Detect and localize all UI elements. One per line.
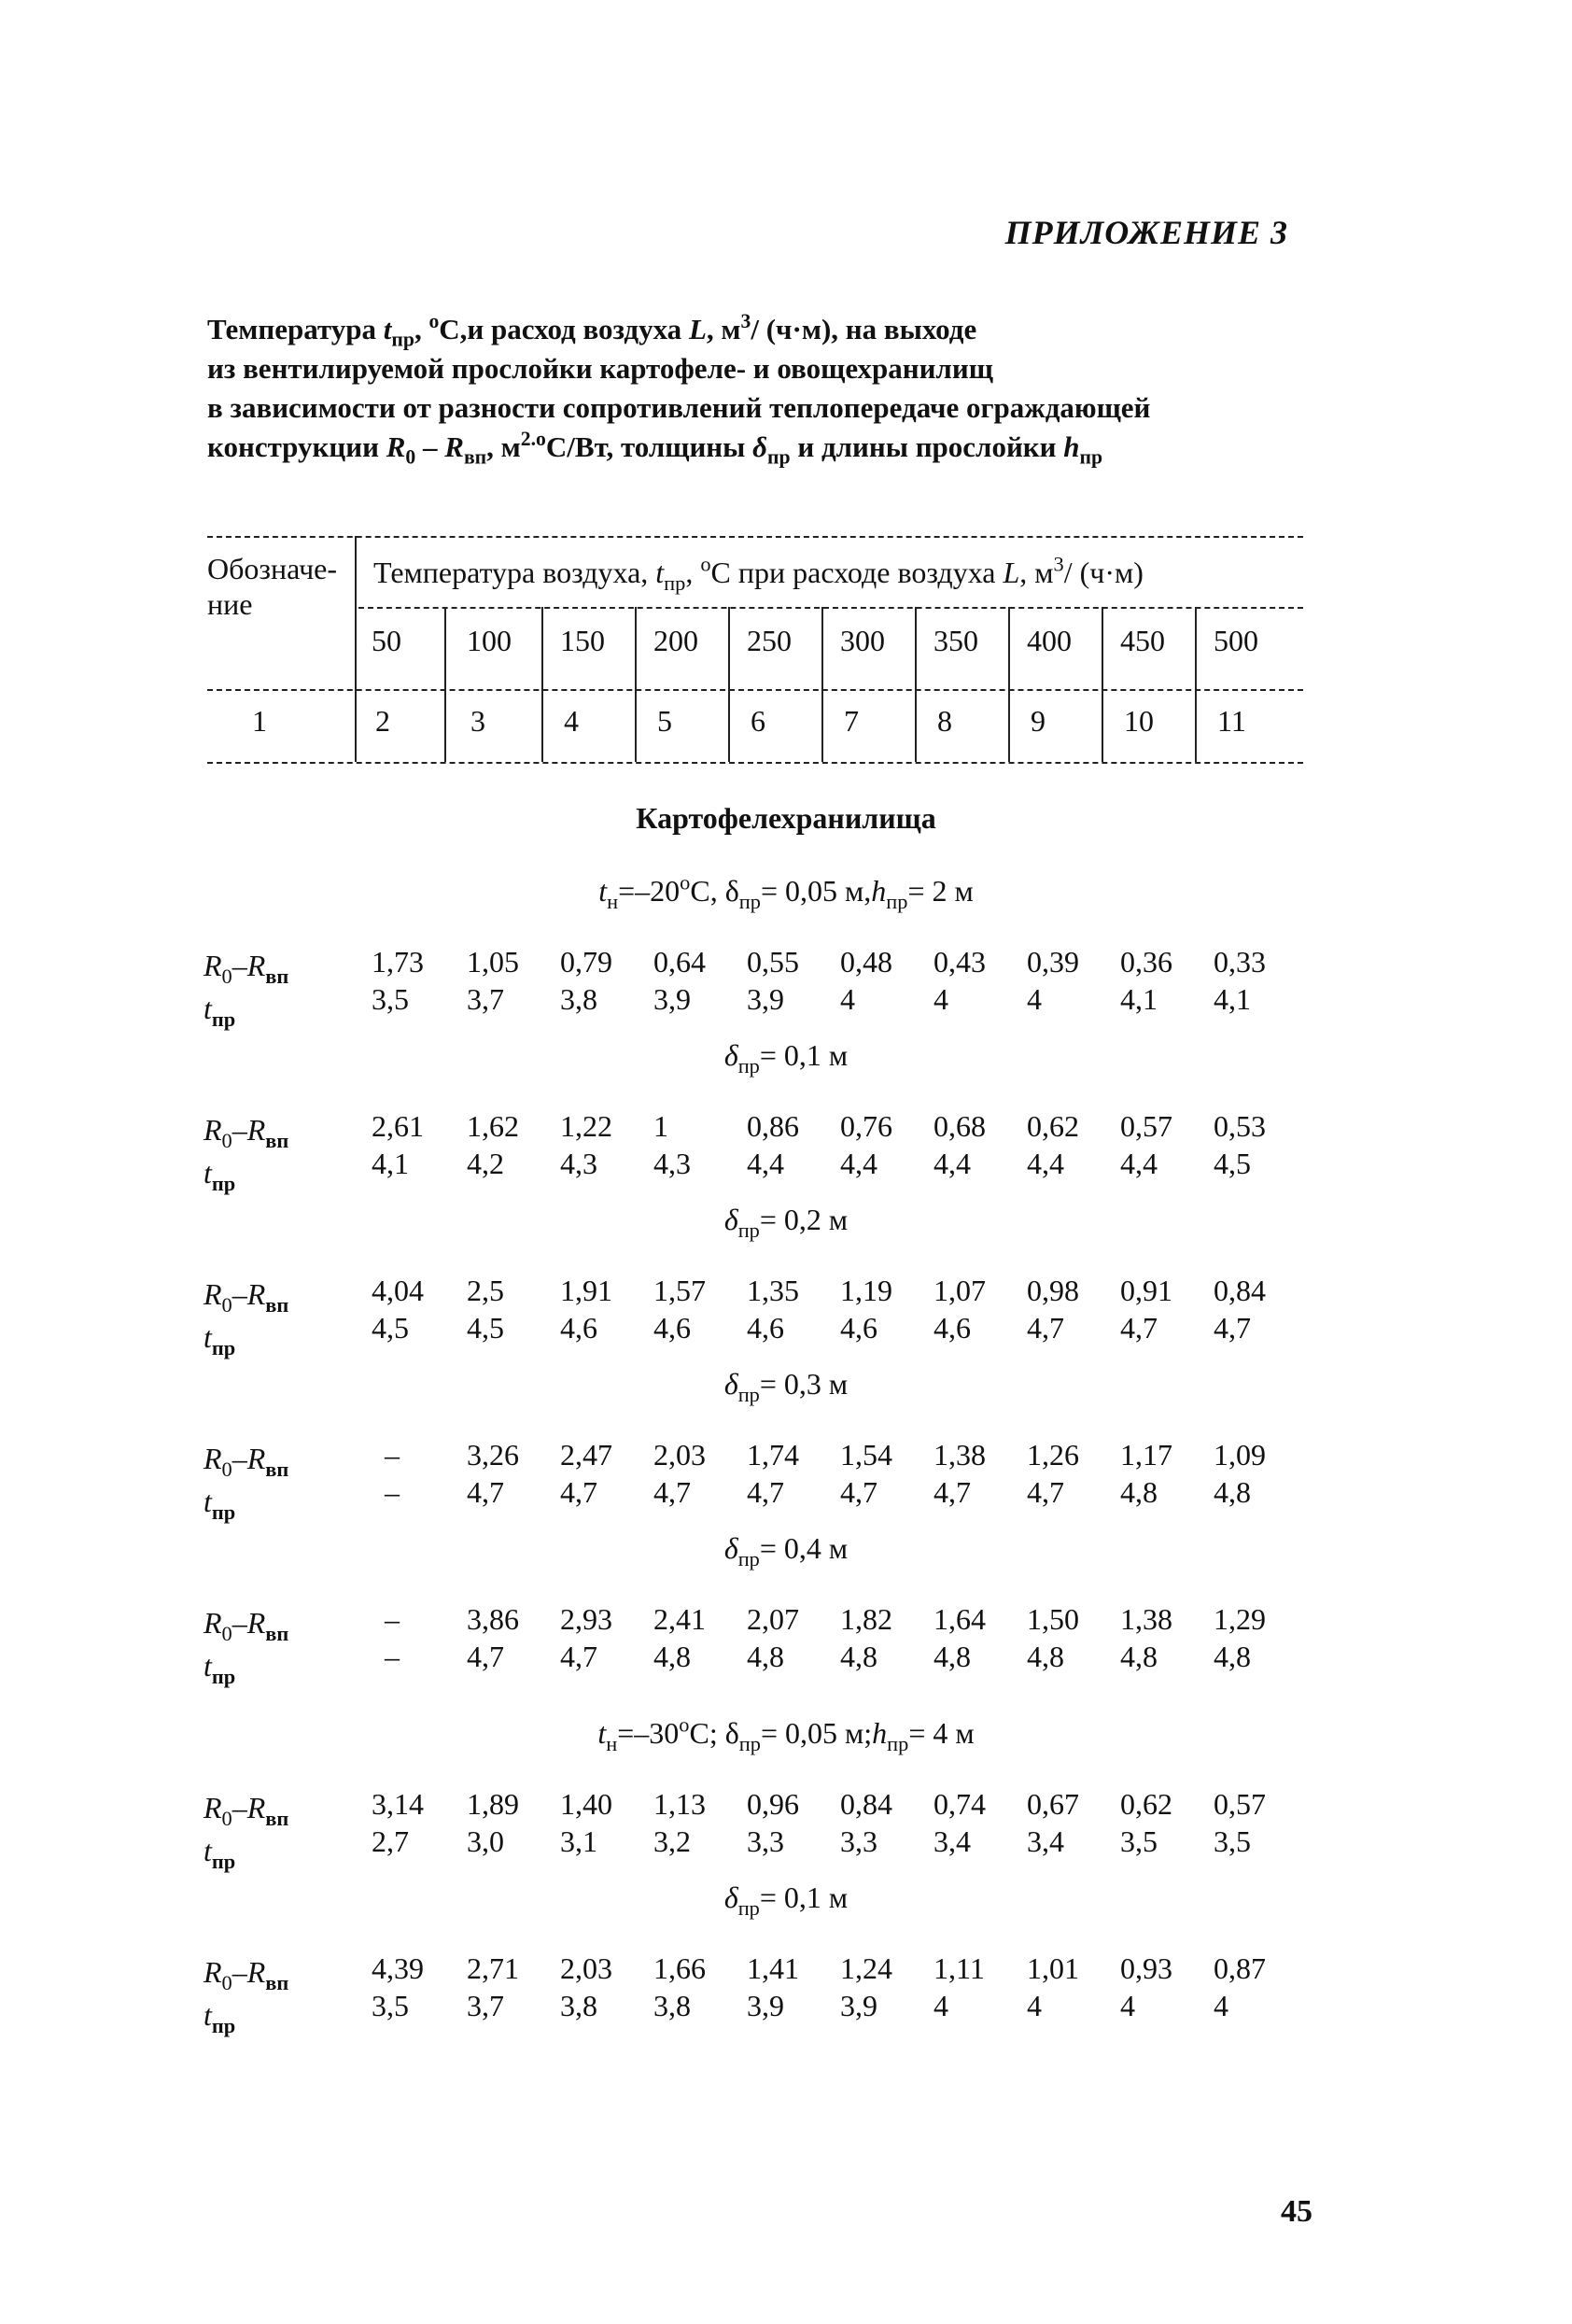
- resistance-value: –: [385, 1602, 400, 1636]
- flow-rate-label: 350: [933, 624, 978, 657]
- temperature-value: 3,5: [1214, 1824, 1251, 1858]
- table-bottom-rule: [207, 762, 1303, 764]
- temperature-value: 4,7: [467, 1640, 504, 1673]
- resistance-value: 1,82: [840, 1602, 892, 1636]
- temperature-value: 3,5: [372, 982, 409, 1016]
- resistance-value: 1,91: [560, 1274, 612, 1307]
- resistance-value: 0,62: [1027, 1109, 1079, 1143]
- condition-heading: $\delta_{пр}= 0,1$ м: [723, 1880, 849, 1920]
- temperature-value: 4,7: [933, 1475, 971, 1509]
- flow-column-divider: [541, 607, 543, 762]
- temperature-value: 4,3: [653, 1147, 691, 1180]
- temperature-value: 2,7: [372, 1824, 409, 1858]
- resistance-value: 4,04: [372, 1274, 424, 1307]
- resistance-value: 1,40: [560, 1787, 612, 1821]
- column-number: 10: [1124, 704, 1154, 738]
- flow-rate-label: 200: [653, 624, 698, 657]
- temperature-value: 4,1: [1214, 982, 1251, 1016]
- row-label-r: $R_0-R_{вп}$: [204, 1791, 289, 1830]
- row-label-t: $t_{пр}$: [204, 1320, 236, 1359]
- flow-rate-label: 100: [467, 624, 512, 657]
- temperature-value: 4: [1120, 1989, 1135, 2022]
- resistance-value: 0,33: [1214, 945, 1266, 979]
- temperature-value: 4: [933, 982, 948, 1016]
- table-caption: Температура $t_{пр}$, $^o$С,и расход воздуха L, $м^3/$ (ч·м), на выходе из вентилируемой прослойки картофеле- и овощехранилищ в зависимости от разности сопротивлений теплопередаче ограждающей конструкции $R_0 - R_{вп}$, $м^{2.o}С/Вт$, толщины $\delta_{пр}$ и длины прослойки $h_{пр}$: [207, 310, 1151, 469]
- temperature-value: 3,3: [840, 1824, 877, 1858]
- flow-rule: [358, 607, 1303, 609]
- row-label-t: $t_{пр}$: [204, 1649, 236, 1688]
- resistance-value: 1,01: [1027, 1951, 1079, 1985]
- temperature-value: 4,6: [933, 1311, 971, 1345]
- resistance-value: 1,17: [1120, 1438, 1172, 1472]
- condition-heading: $\delta_{пр}= 0,1$ м: [723, 1038, 849, 1077]
- row-label-r: $R_0-R_{вп}$: [204, 1113, 289, 1152]
- resistance-value: 1,41: [747, 1951, 799, 1985]
- row-label-r: $R_0-R_{вп}$: [204, 949, 289, 988]
- resistance-value: 0,57: [1120, 1109, 1172, 1143]
- row-label-r: $R_0-R_{вп}$: [204, 1442, 289, 1481]
- resistance-value: 0,68: [933, 1109, 986, 1143]
- temperature-value: 4: [1027, 1989, 1042, 2022]
- temperature-value: 4,8: [653, 1640, 691, 1673]
- resistance-value: 1,66: [653, 1951, 706, 1985]
- flow-rate-label: 300: [840, 624, 885, 657]
- resistance-value: 1,89: [467, 1787, 519, 1821]
- temperature-value: 4,8: [1027, 1640, 1064, 1673]
- resistance-value: 3,26: [467, 1438, 519, 1472]
- resistance-value: 0,48: [840, 945, 892, 979]
- column-number: 6: [751, 704, 765, 738]
- resistance-value: 0,64: [653, 945, 706, 979]
- resistance-value: 0,62: [1120, 1787, 1172, 1821]
- resistance-value: 1,64: [933, 1602, 986, 1636]
- column-number: 3: [470, 704, 485, 738]
- column-number: 7: [844, 704, 859, 738]
- page-number: 45: [1281, 2194, 1312, 2229]
- resistance-value: 1,57: [653, 1274, 706, 1307]
- temperature-value: 3,4: [1027, 1824, 1064, 1858]
- row-label-r: $R_0-R_{вп}$: [204, 1606, 289, 1645]
- temperature-value: 4,3: [560, 1147, 597, 1180]
- table-top-rule: [207, 536, 1303, 538]
- resistance-value: 0,93: [1120, 1951, 1172, 1985]
- temperature-value: 4,4: [1027, 1147, 1064, 1180]
- temperature-value: 4: [933, 1989, 948, 2022]
- resistance-value: 0,84: [840, 1787, 892, 1821]
- column-number: 11: [1217, 704, 1246, 738]
- condition-heading: $\delta_{пр}= 0,2$ м: [723, 1203, 849, 1242]
- temperature-value: 3,9: [653, 982, 691, 1016]
- resistance-value: 1,19: [840, 1274, 892, 1307]
- temperature-value: 4,8: [1214, 1475, 1251, 1509]
- resistance-value: 1,24: [840, 1951, 892, 1985]
- flow-column-divider: [1195, 607, 1197, 762]
- temperature-value: 4,6: [747, 1311, 784, 1345]
- temperature-value: 3,9: [840, 1989, 877, 2022]
- flow-rate-label: 400: [1027, 624, 1072, 657]
- temperature-value: 4,1: [372, 1147, 409, 1180]
- temperature-value: 4,8: [747, 1640, 784, 1673]
- temperature-value: 4,7: [1120, 1311, 1158, 1345]
- flow-rate-label: 150: [560, 624, 605, 657]
- designation-divider: [355, 536, 357, 762]
- resistance-value: 3,86: [467, 1602, 519, 1636]
- temperature-value: 3,7: [467, 1989, 504, 2022]
- resistance-value: 0,79: [560, 945, 612, 979]
- resistance-value: 1,35: [747, 1274, 799, 1307]
- temperature-value: 4,8: [933, 1640, 971, 1673]
- header-bottom-rule: [207, 689, 1303, 691]
- temperature-value: 4,5: [1214, 1147, 1251, 1180]
- temperature-value: 4,6: [653, 1311, 691, 1345]
- resistance-value: 0,39: [1027, 945, 1079, 979]
- temperature-value: 4,2: [467, 1147, 504, 1180]
- temperature-value: 4: [1027, 982, 1042, 1016]
- resistance-value: 0,96: [747, 1787, 799, 1821]
- resistance-value: 2,5: [467, 1274, 504, 1307]
- flow-column-divider: [821, 607, 823, 762]
- flow-column-divider: [1102, 607, 1103, 762]
- row-label-t: $t_{пр}$: [204, 1485, 236, 1524]
- temperature-value: 4,8: [1120, 1640, 1158, 1673]
- row-label-t: $t_{пр}$: [204, 1834, 236, 1873]
- column-number: 5: [657, 704, 672, 738]
- column-number: 2: [375, 704, 390, 738]
- flow-column-divider: [728, 607, 730, 762]
- resistance-value: 1,26: [1027, 1438, 1079, 1472]
- temperature-value: 4,7: [560, 1640, 597, 1673]
- resistance-value: 0,67: [1027, 1787, 1079, 1821]
- resistance-value: 4,39: [372, 1951, 424, 1985]
- resistance-value: 1,22: [560, 1109, 612, 1143]
- condition-heading: $\delta_{пр}= 0,3$ м: [723, 1367, 849, 1406]
- temperature-value: 4,6: [560, 1311, 597, 1345]
- row-label-r: $R_0-R_{вп}$: [204, 1955, 289, 1994]
- resistance-value: 0,86: [747, 1109, 799, 1143]
- temperature-value: 4,6: [840, 1311, 877, 1345]
- temperature-value: 3,8: [560, 982, 597, 1016]
- temperature-value: 4,5: [467, 1311, 504, 1345]
- temperature-value: 4,8: [840, 1640, 877, 1673]
- designation-header: Обозначе- ние: [207, 552, 338, 621]
- row-label-t: $t_{пр}$: [204, 992, 236, 1031]
- temperature-value: 4,7: [1027, 1311, 1064, 1345]
- resistance-value: 1,09: [1214, 1438, 1266, 1472]
- resistance-value: 0,57: [1214, 1787, 1266, 1821]
- condition-heading: $t_н=-20^oС$, $\delta_{пр}= 0,05$ $м,h_{пр}= 2$ м: [598, 870, 974, 913]
- condition-heading: $t_н=-30^oС$; $\delta_{пр}= 0,05$ $м;h_{пр}= 4$ м: [597, 1712, 975, 1755]
- temperature-value: 4,7: [560, 1475, 597, 1509]
- temperature-value: 4: [840, 982, 855, 1016]
- temperature-value: 3,8: [653, 1989, 691, 2022]
- resistance-value: 1,05: [467, 945, 519, 979]
- resistance-value: 1,13: [653, 1787, 706, 1821]
- resistance-value: 0,36: [1120, 945, 1172, 979]
- temperature-value: 4,7: [653, 1475, 691, 1509]
- flow-rate-label: 500: [1214, 624, 1258, 657]
- temperature-value: 4,4: [1120, 1147, 1158, 1180]
- resistance-value: 2,07: [747, 1602, 799, 1636]
- row-label-t: $t_{пр}$: [204, 1156, 236, 1195]
- resistance-value: –: [385, 1438, 400, 1472]
- temperature-value: –: [385, 1475, 400, 1509]
- resistance-value: 1,73: [372, 945, 424, 979]
- resistance-value: 0,84: [1214, 1274, 1266, 1307]
- flow-rate-label: 50: [372, 624, 401, 657]
- temperature-value: 3,9: [747, 1989, 784, 2022]
- condition-heading: $\delta_{пр}= 0,4$ м: [723, 1531, 849, 1570]
- column-number: 8: [937, 704, 952, 738]
- temperature-value: 3,5: [1120, 1824, 1158, 1858]
- temperature-value: 4: [1214, 1989, 1228, 2022]
- resistance-value: 1,11: [933, 1951, 985, 1985]
- column-number: 4: [564, 704, 579, 738]
- flow-rate-label: 250: [747, 624, 792, 657]
- temperature-value: 4,7: [1027, 1475, 1064, 1509]
- resistance-value: 2,93: [560, 1602, 612, 1636]
- resistance-value: 2,03: [653, 1438, 706, 1472]
- temperature-value: –: [385, 1640, 400, 1673]
- temperature-value: 4,7: [1214, 1311, 1251, 1345]
- resistance-value: 1,38: [1120, 1602, 1172, 1636]
- temperature-value: 4,7: [467, 1475, 504, 1509]
- temperature-value: 4,8: [1214, 1640, 1251, 1673]
- resistance-value: 2,47: [560, 1438, 612, 1472]
- resistance-value: 2,03: [560, 1951, 612, 1985]
- temperature-value: 4,4: [840, 1147, 877, 1180]
- resistance-value: 0,55: [747, 945, 799, 979]
- resistance-value: 1,38: [933, 1438, 986, 1472]
- resistance-value: 0,91: [1120, 1274, 1172, 1307]
- resistance-value: 3,14: [372, 1787, 424, 1821]
- resistance-value: 1,62: [467, 1109, 519, 1143]
- resistance-value: 1: [653, 1109, 668, 1143]
- row-label-t: $t_{пр}$: [204, 1998, 236, 2037]
- temperature-group-header: Температура воздуха, $t_{пр}$, $^o$С при расходе воздуха L, $м^3/$ (ч·м): [373, 552, 1144, 595]
- section-title: Картофелехранилища: [636, 801, 936, 835]
- resistance-value: 0,53: [1214, 1109, 1266, 1143]
- temperature-value: 3,1: [560, 1824, 597, 1858]
- resistance-value: 0,43: [933, 945, 986, 979]
- resistance-value: 0,76: [840, 1109, 892, 1143]
- temperature-value: 4,1: [1120, 982, 1158, 1016]
- temperature-value: 4,7: [840, 1475, 877, 1509]
- temperature-value: 3,4: [933, 1824, 971, 1858]
- temperature-value: 3,9: [747, 982, 784, 1016]
- resistance-value: 2,71: [467, 1951, 519, 1985]
- temperature-value: 3,3: [747, 1824, 784, 1858]
- temperature-value: 4,4: [747, 1147, 784, 1180]
- resistance-value: 0,98: [1027, 1274, 1079, 1307]
- resistance-value: 1,29: [1214, 1602, 1266, 1636]
- row-label-r: $R_0-R_{вп}$: [204, 1277, 289, 1317]
- flow-column-divider: [1008, 607, 1010, 762]
- temperature-value: 3,0: [467, 1824, 504, 1858]
- temperature-value: 4,7: [747, 1475, 784, 1509]
- resistance-value: 0,87: [1214, 1951, 1266, 1985]
- column-number: 9: [1031, 704, 1046, 738]
- resistance-value: 0,74: [933, 1787, 986, 1821]
- resistance-value: 2,61: [372, 1109, 424, 1143]
- flow-column-divider: [444, 607, 446, 762]
- flow-rate-label: 450: [1120, 624, 1165, 657]
- appendix-label: ПРИЛОЖЕНИЕ 3: [1004, 214, 1288, 251]
- flow-column-divider: [915, 607, 917, 762]
- flow-column-divider: [635, 607, 637, 762]
- temperature-value: 3,7: [467, 982, 504, 1016]
- temperature-value: 3,5: [372, 1989, 409, 2022]
- temperature-value: 4,8: [1120, 1475, 1158, 1509]
- column-number: 1: [252, 704, 267, 738]
- temperature-value: 4,5: [372, 1311, 409, 1345]
- resistance-value: 1,50: [1027, 1602, 1079, 1636]
- temperature-value: 4,4: [933, 1147, 971, 1180]
- resistance-value: 1,54: [840, 1438, 892, 1472]
- resistance-value: 1,74: [747, 1438, 799, 1472]
- resistance-value: 2,41: [653, 1602, 706, 1636]
- temperature-value: 3,8: [560, 1989, 597, 2022]
- temperature-value: 3,2: [653, 1824, 691, 1858]
- resistance-value: 1,07: [933, 1274, 986, 1307]
